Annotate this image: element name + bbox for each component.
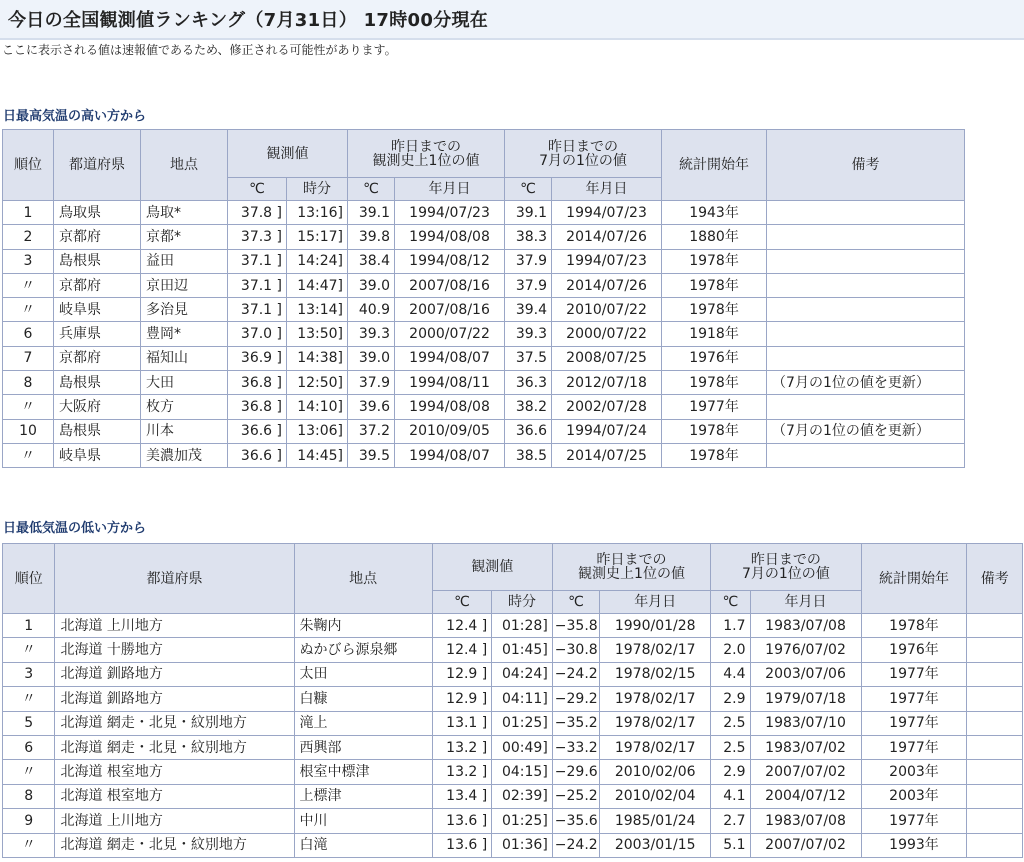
cell-prefecture: 島根県 <box>54 371 141 395</box>
cell-record-all-temp: −35.2 <box>552 711 599 735</box>
table-row <box>3 614 1023 638</box>
cell-record-month-date: 2010/07/22 <box>552 298 662 322</box>
cell-observed-time: 15:17] <box>287 225 348 249</box>
cell-rank: 1 <box>3 201 54 225</box>
cell-record-all-date: 1994/08/07 <box>395 346 505 370</box>
cell-start-year: 1977年 <box>861 711 967 735</box>
cell-record-all-date: 1994/08/07 <box>395 443 505 467</box>
col-observed-header: 観測値 <box>228 130 348 178</box>
cell-start-year: 1943年 <box>662 201 767 225</box>
cell-start-year: 1993年 <box>861 833 967 857</box>
cell-record-month-temp: 2.9 <box>711 760 750 784</box>
table-row <box>3 322 965 346</box>
cell-record-all-temp: −25.2 <box>552 784 599 808</box>
cell-record-month-temp: 38.2 <box>505 395 552 419</box>
table-row <box>3 346 965 370</box>
cell-start-year: 1976年 <box>861 638 967 662</box>
cell-prefecture: 北海道 釧路地方 <box>55 662 294 686</box>
cell-record-month-temp: 2.9 <box>711 687 750 711</box>
table-row <box>3 833 1023 857</box>
cell-prefecture: 北海道 根室地方 <box>55 760 294 784</box>
cell-observed-temp: 13.4 ] <box>432 784 492 808</box>
cell-record-month-date: 2014/07/25 <box>552 443 662 467</box>
cell-observed-time: 14:10] <box>287 395 348 419</box>
cell-observed-time: 04:11] <box>492 687 553 711</box>
cell-remarks <box>967 735 1023 759</box>
cell-station: 大田 <box>141 371 228 395</box>
cell-record-month-temp: 37.9 <box>505 273 552 297</box>
table-row <box>3 638 1023 662</box>
cell-station: 白糠 <box>294 687 432 711</box>
cell-prefecture: 鳥取県 <box>54 201 141 225</box>
cell-observed-temp: 36.6 ] <box>228 443 287 467</box>
cell-rank: 6 <box>3 735 55 759</box>
cell-record-all-temp: −35.8 <box>552 614 599 638</box>
cell-observed-temp: 13.6 ] <box>432 833 492 857</box>
cell-record-all-temp: 39.6 <box>348 395 395 419</box>
max-temp-ranking-table <box>2 129 965 468</box>
page-header <box>0 0 1024 40</box>
cell-remarks <box>967 809 1023 833</box>
record-month-line1: 昨日までの <box>548 138 619 155</box>
cell-record-month-temp: 2.0 <box>711 638 750 662</box>
cell-record-all-date: 2010/02/06 <box>600 760 711 784</box>
cell-record-all-date: 1994/08/11 <box>395 371 505 395</box>
cell-start-year: 1978年 <box>662 443 767 467</box>
table-row <box>3 395 965 419</box>
col-rank-header: 順位 <box>3 130 54 201</box>
record-month-line1: 昨日までの <box>750 552 821 568</box>
sub-date-header: 年月日 <box>395 178 505 201</box>
cell-record-all-temp: −24.2 <box>552 662 599 686</box>
cell-observed-temp: 36.6 ] <box>228 419 287 443</box>
cell-observed-temp: 12.4 ] <box>432 638 492 662</box>
cell-observed-temp: 13.1 ] <box>432 711 492 735</box>
col-record-month-header <box>505 130 662 178</box>
cell-start-year: 1978年 <box>662 298 767 322</box>
page-title: 今日の全国観測値ランキング（7月31日） 17時00分現在 <box>8 10 489 31</box>
cell-prefecture: 北海道 網走・北見・紋別地方 <box>55 833 294 857</box>
cell-observed-time: 13:50] <box>287 322 348 346</box>
col-record-all-header <box>348 130 505 178</box>
table-row <box>3 273 965 297</box>
cell-record-all-date: 2010/02/04 <box>600 784 711 808</box>
record-all-line2: 観測史上1位の値 <box>372 152 480 169</box>
cell-observed-time: 14:45] <box>287 443 348 467</box>
cell-start-year: 2003年 <box>861 760 967 784</box>
col-remarks-header: 備考 <box>967 544 1023 614</box>
cell-record-all-temp: −30.8 <box>552 638 599 662</box>
cell-record-month-date: 2014/07/26 <box>552 225 662 249</box>
cell-start-year: 1978年 <box>662 371 767 395</box>
cell-remarks <box>767 443 965 467</box>
cell-record-month-date: 1983/07/02 <box>750 735 861 759</box>
cell-station: 鳥取* <box>141 201 228 225</box>
cell-record-month-date: 2002/07/28 <box>552 395 662 419</box>
sub-date-header: 年月日 <box>750 591 861 614</box>
cell-start-year: 1978年 <box>662 273 767 297</box>
cell-record-all-temp: 40.9 <box>348 298 395 322</box>
cell-record-month-temp: 39.4 <box>505 298 552 322</box>
record-all-line1: 昨日までの <box>391 138 461 155</box>
cell-record-month-date: 1994/07/23 <box>552 249 662 273</box>
cell-rank: 〃 <box>3 638 55 662</box>
cell-station: 京都* <box>141 225 228 249</box>
cell-record-all-date: 1994/08/08 <box>395 395 505 419</box>
cell-rank: 9 <box>3 809 55 833</box>
record-month-line2: 7月の1位の値 <box>741 566 830 582</box>
cell-start-year: 1978年 <box>662 419 767 443</box>
cell-station: 益田 <box>141 249 228 273</box>
cell-remarks <box>767 298 965 322</box>
cell-record-all-date: 1994/08/08 <box>395 225 505 249</box>
cell-start-year: 1978年 <box>861 614 967 638</box>
cell-station: 豊岡* <box>141 322 228 346</box>
cell-observed-temp: 37.1 ] <box>228 273 287 297</box>
cell-record-month-temp: 36.3 <box>505 371 552 395</box>
cell-record-month-temp: 37.9 <box>505 249 552 273</box>
cell-remarks <box>767 346 965 370</box>
cell-observed-temp: 13.2 ] <box>432 760 492 784</box>
cell-record-all-date: 1978/02/15 <box>600 662 711 686</box>
cell-record-month-date: 2007/07/02 <box>750 833 861 857</box>
cell-remarks <box>967 614 1023 638</box>
cell-record-month-date: 1983/07/10 <box>750 711 861 735</box>
cell-rank: 3 <box>3 249 54 273</box>
cell-record-month-date: 1976/07/02 <box>750 638 861 662</box>
cell-record-month-date: 2004/07/12 <box>750 784 861 808</box>
cell-station: 川本 <box>141 419 228 443</box>
cell-start-year: 1977年 <box>662 395 767 419</box>
table-row <box>3 249 965 273</box>
table-row <box>3 201 965 225</box>
cell-record-all-date: 1978/02/17 <box>600 687 711 711</box>
cell-observed-time: 01:36] <box>492 833 553 857</box>
sub-time-header: 時分 <box>287 178 348 201</box>
cell-rank: 7 <box>3 346 54 370</box>
cell-record-month-date: 1979/07/18 <box>750 687 861 711</box>
cell-remarks <box>767 322 965 346</box>
table-row <box>3 735 1023 759</box>
cell-rank: 5 <box>3 711 55 735</box>
table-row <box>3 225 965 249</box>
sub-deg-header: ℃ <box>552 591 599 614</box>
cell-record-all-temp: −29.6 <box>552 760 599 784</box>
cell-prefecture: 京都府 <box>54 273 141 297</box>
min-temp-section-title: 日最低気温の低い方から <box>3 521 147 536</box>
cell-prefecture: 島根県 <box>54 419 141 443</box>
cell-rank: 〃 <box>3 395 54 419</box>
cell-rank: 8 <box>3 784 55 808</box>
cell-station: 白滝 <box>294 833 432 857</box>
cell-record-month-temp: 4.4 <box>711 662 750 686</box>
table-row <box>3 371 965 395</box>
preliminary-notice: ここに表示される値は速報値であるため、修正される可能性があります。 <box>2 43 397 57</box>
cell-record-month-date: 1983/07/08 <box>750 809 861 833</box>
cell-record-all-date: 1985/01/24 <box>600 809 711 833</box>
cell-remarks <box>967 760 1023 784</box>
cell-record-month-temp: 36.6 <box>505 419 552 443</box>
cell-station: 太田 <box>294 662 432 686</box>
cell-record-month-temp: 38.5 <box>505 443 552 467</box>
cell-station: 朱鞠内 <box>294 614 432 638</box>
cell-record-all-date: 1994/08/12 <box>395 249 505 273</box>
cell-record-month-temp: 39.1 <box>505 201 552 225</box>
cell-record-month-date: 2014/07/26 <box>552 273 662 297</box>
cell-remarks <box>767 201 965 225</box>
cell-remarks <box>767 395 965 419</box>
cell-rank: 2 <box>3 225 54 249</box>
cell-prefecture: 岐阜県 <box>54 298 141 322</box>
table-row <box>3 687 1023 711</box>
cell-remarks: （7月の1位の値を更新） <box>767 371 965 395</box>
cell-remarks <box>967 687 1023 711</box>
cell-rank: 〃 <box>3 687 55 711</box>
cell-record-all-temp: 37.9 <box>348 371 395 395</box>
cell-station: 上標津 <box>294 784 432 808</box>
cell-remarks <box>767 225 965 249</box>
cell-record-all-date: 1978/02/17 <box>600 638 711 662</box>
cell-station: 根室中標津 <box>294 760 432 784</box>
cell-observed-time: 04:24] <box>492 662 553 686</box>
cell-remarks <box>767 249 965 273</box>
cell-prefecture: 北海道 根室地方 <box>55 784 294 808</box>
cell-rank: 10 <box>3 419 54 443</box>
cell-observed-time: 13:16] <box>287 201 348 225</box>
cell-record-all-temp: 39.0 <box>348 273 395 297</box>
table-row <box>3 809 1023 833</box>
cell-record-all-temp: 39.8 <box>348 225 395 249</box>
sub-deg-header: ℃ <box>228 178 287 201</box>
cell-record-all-date: 1990/01/28 <box>600 614 711 638</box>
col-observed-header: 観測値 <box>432 544 552 591</box>
cell-record-all-date: 2010/09/05 <box>395 419 505 443</box>
table-row <box>3 419 965 443</box>
table-row <box>3 443 965 467</box>
table-row <box>3 662 1023 686</box>
cell-record-all-temp: 37.2 <box>348 419 395 443</box>
cell-prefecture: 北海道 釧路地方 <box>55 687 294 711</box>
cell-record-all-date: 2007/08/16 <box>395 298 505 322</box>
cell-remarks <box>967 833 1023 857</box>
cell-start-year: 1977年 <box>861 662 967 686</box>
cell-remarks <box>767 273 965 297</box>
sub-date-header: 年月日 <box>600 591 711 614</box>
sub-deg-header: ℃ <box>432 591 492 614</box>
cell-station: 滝上 <box>294 711 432 735</box>
cell-record-all-temp: 39.1 <box>348 201 395 225</box>
cell-observed-temp: 37.1 ] <box>228 298 287 322</box>
cell-observed-temp: 37.8 ] <box>228 201 287 225</box>
cell-start-year: 1880年 <box>662 225 767 249</box>
cell-start-year: 1977年 <box>861 735 967 759</box>
cell-observed-time: 01:28] <box>492 614 553 638</box>
cell-record-all-date: 1978/02/17 <box>600 735 711 759</box>
cell-observed-temp: 12.9 ] <box>432 687 492 711</box>
cell-observed-time: 14:38] <box>287 346 348 370</box>
cell-observed-temp: 13.2 ] <box>432 735 492 759</box>
cell-rank: 8 <box>3 371 54 395</box>
col-station-header: 地点 <box>294 544 432 614</box>
record-all-line1: 昨日までの <box>596 552 667 568</box>
cell-rank: 〃 <box>3 298 54 322</box>
cell-start-year: 1976年 <box>662 346 767 370</box>
col-pref-header: 都道府県 <box>55 544 294 614</box>
cell-station: 西興部 <box>294 735 432 759</box>
cell-record-month-date: 2000/07/22 <box>552 322 662 346</box>
cell-station: ぬかびら源泉郷 <box>294 638 432 662</box>
cell-observed-time: 01:25] <box>492 711 553 735</box>
cell-record-all-temp: −33.2 <box>552 735 599 759</box>
cell-prefecture: 北海道 上川地方 <box>55 614 294 638</box>
cell-start-year: 1918年 <box>662 322 767 346</box>
cell-station: 枚方 <box>141 395 228 419</box>
sub-deg-header: ℃ <box>348 178 395 201</box>
cell-record-all-temp: −35.6 <box>552 809 599 833</box>
cell-rank: 〃 <box>3 760 55 784</box>
cell-observed-temp: 36.9 ] <box>228 346 287 370</box>
sub-deg-header: ℃ <box>505 178 552 201</box>
cell-rank: 〃 <box>3 443 54 467</box>
sub-date-header: 年月日 <box>552 178 662 201</box>
col-start-year-header: 統計開始年 <box>662 130 767 201</box>
cell-observed-time: 12:50] <box>287 371 348 395</box>
cell-station: 美濃加茂 <box>141 443 228 467</box>
cell-record-all-temp: −24.2 <box>552 833 599 857</box>
cell-prefecture: 京都府 <box>54 225 141 249</box>
table-row <box>3 711 1023 735</box>
sub-time-header: 時分 <box>492 591 553 614</box>
cell-record-all-temp: 38.4 <box>348 249 395 273</box>
cell-record-month-date: 1983/07/08 <box>750 614 861 638</box>
record-all-line2: 観測史上1位の値 <box>578 566 685 582</box>
table-row <box>3 298 965 322</box>
cell-record-month-temp: 2.7 <box>711 809 750 833</box>
cell-start-year: 1978年 <box>662 249 767 273</box>
cell-prefecture: 京都府 <box>54 346 141 370</box>
cell-observed-time: 00:49] <box>492 735 553 759</box>
cell-station: 多治見 <box>141 298 228 322</box>
col-record-all-header <box>552 544 710 591</box>
cell-observed-time: 14:24] <box>287 249 348 273</box>
cell-record-all-date: 1978/02/17 <box>600 711 711 735</box>
cell-prefecture: 島根県 <box>54 249 141 273</box>
cell-record-month-date: 2003/07/06 <box>750 662 861 686</box>
cell-observed-temp: 37.0 ] <box>228 322 287 346</box>
cell-start-year: 2003年 <box>861 784 967 808</box>
cell-prefecture: 岐阜県 <box>54 443 141 467</box>
cell-remarks <box>967 638 1023 662</box>
cell-observed-temp: 37.3 ] <box>228 225 287 249</box>
cell-remarks: （7月の1位の値を更新） <box>767 419 965 443</box>
cell-record-all-temp: −29.2 <box>552 687 599 711</box>
cell-observed-time: 01:25] <box>492 809 553 833</box>
cell-record-all-date: 2003/01/15 <box>600 833 711 857</box>
cell-rank: 〃 <box>3 273 54 297</box>
cell-station: 福知山 <box>141 346 228 370</box>
cell-record-month-temp: 4.1 <box>711 784 750 808</box>
cell-prefecture: 北海道 網走・北見・紋別地方 <box>55 735 294 759</box>
cell-record-all-temp: 39.5 <box>348 443 395 467</box>
cell-observed-time: 14:47] <box>287 273 348 297</box>
cell-remarks <box>967 711 1023 735</box>
cell-record-month-temp: 38.3 <box>505 225 552 249</box>
cell-observed-time: 01:45] <box>492 638 553 662</box>
cell-observed-time: 04:15] <box>492 760 553 784</box>
col-rank-header: 順位 <box>3 544 55 614</box>
cell-rank: 6 <box>3 322 54 346</box>
cell-start-year: 1977年 <box>861 687 967 711</box>
max-temp-section-title: 日最高気温の高い方から <box>3 109 147 124</box>
col-record-month-header <box>711 544 861 591</box>
cell-record-month-date: 1994/07/23 <box>552 201 662 225</box>
cell-record-all-date: 2000/07/22 <box>395 322 505 346</box>
cell-record-all-date: 1994/07/23 <box>395 201 505 225</box>
cell-record-month-date: 2012/07/18 <box>552 371 662 395</box>
cell-record-all-temp: 39.3 <box>348 322 395 346</box>
cell-rank: 3 <box>3 662 55 686</box>
col-station-header: 地点 <box>141 130 228 201</box>
cell-observed-time: 13:06] <box>287 419 348 443</box>
cell-prefecture: 大阪府 <box>54 395 141 419</box>
record-month-line2: 7月の1位の値 <box>539 152 627 169</box>
cell-start-year: 1977年 <box>861 809 967 833</box>
cell-prefecture: 北海道 網走・北見・紋別地方 <box>55 711 294 735</box>
col-pref-header: 都道府県 <box>54 130 141 201</box>
cell-record-month-temp: 2.5 <box>711 735 750 759</box>
cell-record-month-temp: 5.1 <box>711 833 750 857</box>
cell-observed-temp: 36.8 ] <box>228 395 287 419</box>
cell-prefecture: 兵庫県 <box>54 322 141 346</box>
cell-record-month-temp: 39.3 <box>505 322 552 346</box>
cell-record-month-date: 2007/07/02 <box>750 760 861 784</box>
cell-prefecture: 北海道 十勝地方 <box>55 638 294 662</box>
cell-record-month-date: 2008/07/25 <box>552 346 662 370</box>
col-start-year-header: 統計開始年 <box>861 544 967 614</box>
cell-record-all-temp: 39.0 <box>348 346 395 370</box>
cell-remarks <box>967 784 1023 808</box>
cell-observed-temp: 12.4 ] <box>432 614 492 638</box>
cell-record-month-date: 1994/07/24 <box>552 419 662 443</box>
table-row <box>3 784 1023 808</box>
cell-station: 京田辺 <box>141 273 228 297</box>
cell-prefecture: 北海道 上川地方 <box>55 809 294 833</box>
cell-remarks <box>967 662 1023 686</box>
cell-observed-time: 13:14] <box>287 298 348 322</box>
cell-observed-temp: 36.8 ] <box>228 371 287 395</box>
col-remarks-header: 備考 <box>767 130 965 201</box>
cell-record-month-temp: 2.5 <box>711 711 750 735</box>
sub-deg-header: ℃ <box>711 591 750 614</box>
cell-rank: 〃 <box>3 833 55 857</box>
cell-observed-time: 02:39] <box>492 784 553 808</box>
cell-observed-temp: 37.1 ] <box>228 249 287 273</box>
cell-record-all-date: 2007/08/16 <box>395 273 505 297</box>
table-row <box>3 760 1023 784</box>
cell-observed-temp: 13.6 ] <box>432 809 492 833</box>
cell-record-month-temp: 37.5 <box>505 346 552 370</box>
cell-station: 中川 <box>294 809 432 833</box>
min-temp-ranking-table <box>2 543 1023 858</box>
cell-record-month-temp: 1.7 <box>711 614 750 638</box>
cell-rank: 1 <box>3 614 55 638</box>
cell-observed-temp: 12.9 ] <box>432 662 492 686</box>
